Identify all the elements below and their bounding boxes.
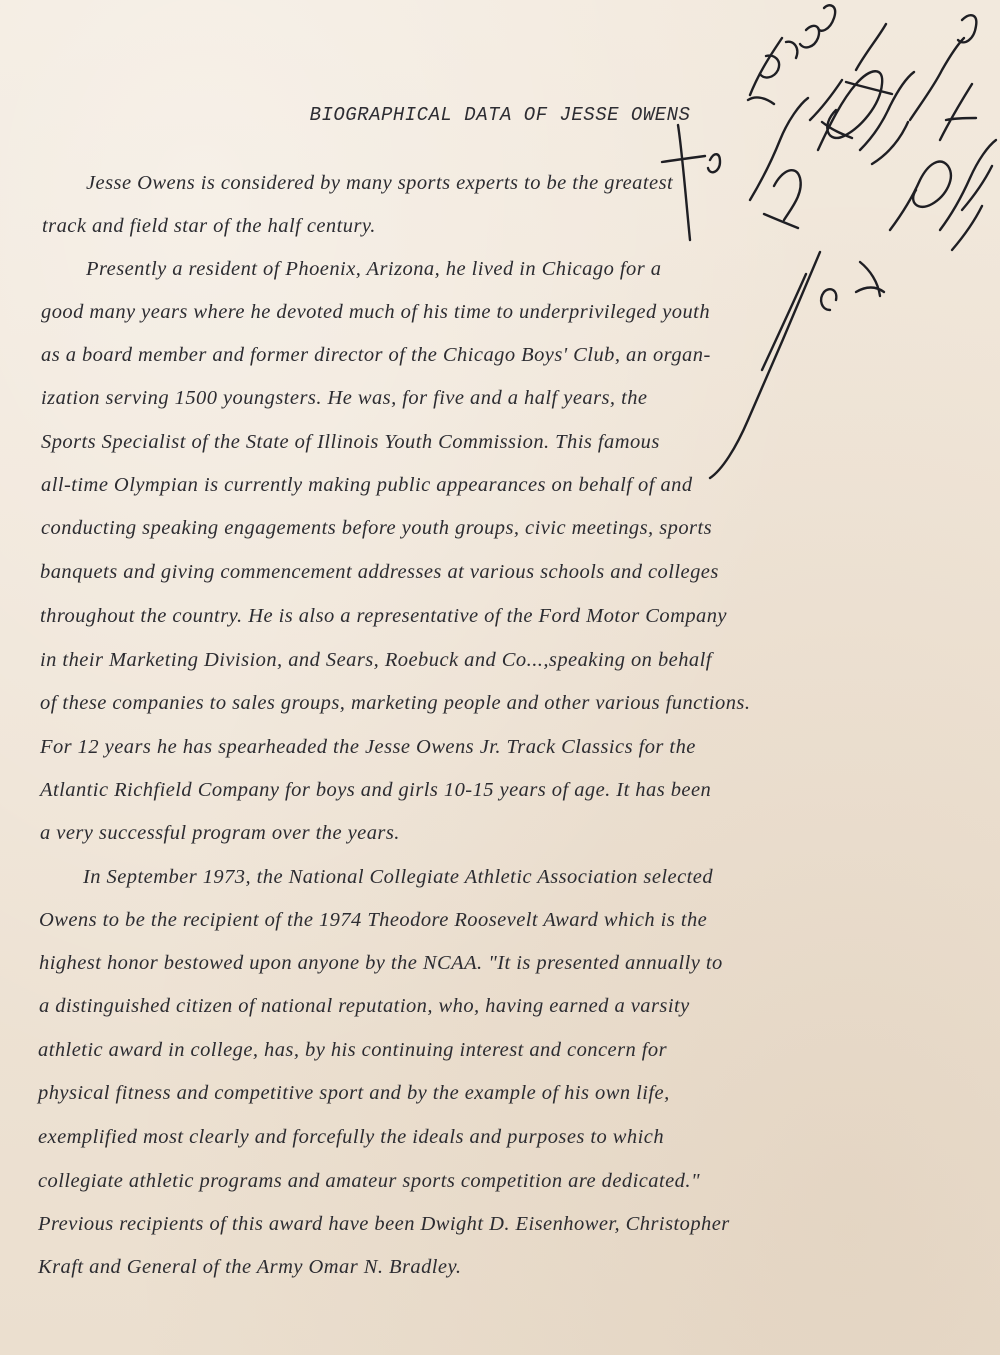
body-line: good many years where he devoted much of his time to underprivileged youth (41, 301, 711, 323)
body-line: collegiate athletic programs and amateur sports competition are dedicated." (38, 1170, 701, 1192)
body-line: ization serving 1500 youngsters. He was, for five and a half years, the (41, 387, 648, 409)
body-line: banquets and giving commencement addresses at various schools and colleges (40, 561, 719, 583)
body-line: throughout the country. He is also a representative of the Ford Motor Company (40, 605, 727, 627)
body-line: Presently a resident of Phoenix, Arizona, he lived in Chicago for a (86, 258, 662, 280)
body-line: Sports Specialist of the State of Illinois Youth Commission. This famous (41, 431, 660, 453)
body-line: in their Marketing Division, and Sears, Roebuck and Co...,speaking on behalf (40, 649, 712, 671)
body-line: In September 1973, the National Collegiate Athletic Association selected (83, 866, 714, 888)
body-line: Atlantic Richfield Company for boys and girls 10-15 years of age. It has been (40, 779, 712, 801)
document-title: BIOGRAPHICAL DATA OF JESSE OWENS (309, 104, 691, 126)
body-line: Kraft and General of the Army Omar N. Bradley. (38, 1256, 462, 1278)
body-line: Previous recipients of this award have been Dwight D. Eisenhower, Christopher (38, 1213, 730, 1235)
body-line: a very successful program over the years. (40, 822, 400, 844)
body-line: physical fitness and competitive sport and by the example of his own life, (38, 1082, 670, 1104)
body-line: track and field star of the half century. (42, 215, 376, 237)
body-line: Jesse Owens is considered by many sports experts to be the greatest (86, 172, 674, 194)
body-line: of these companies to sales groups, marketing people and other various functions. (40, 692, 751, 714)
body-line: conducting speaking engagements before youth groups, civic meetings, sports (41, 517, 713, 539)
body-line: exemplified most clearly and forcefully the ideals and purposes to which (38, 1126, 665, 1148)
body-line: For 12 years he has spearheaded the Jesse Owens Jr. Track Classics for the (40, 736, 696, 758)
body-line: Owens to be the recipient of the 1974 Theodore Roosevelt Award which is the (39, 909, 708, 931)
body-line: as a board member and former director of the Chicago Boys' Club, an organ- (41, 344, 711, 366)
body-line: highest honor bestowed upon anyone by the NCAA. "It is presented annually to (39, 952, 723, 974)
body-line: athletic award in college, has, by his continuing interest and concern for (38, 1039, 668, 1061)
body-line: a distinguished citizen of national reputation, who, having earned a varsity (39, 995, 690, 1017)
body-line: all-time Olympian is currently making public appearances on behalf of and (41, 474, 693, 496)
